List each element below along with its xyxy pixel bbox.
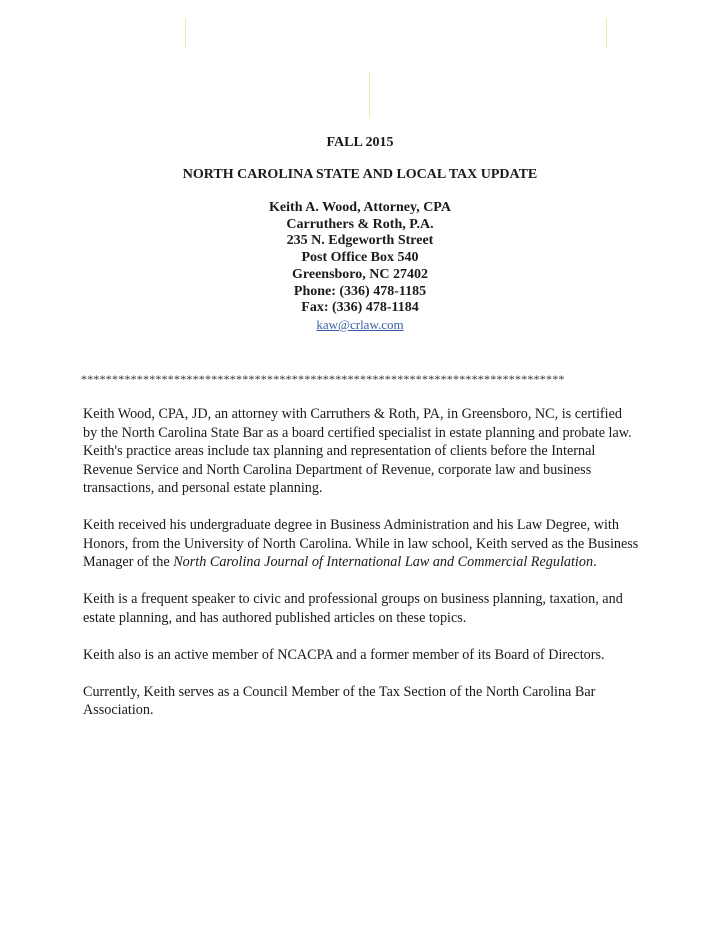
scan-artifact xyxy=(606,18,607,48)
bio-p2-end: . xyxy=(593,554,597,570)
contact-name: Keith A. Wood, Attorney, CPA xyxy=(269,200,451,215)
scan-artifact xyxy=(185,18,186,48)
scan-artifact xyxy=(369,72,370,117)
contact-block xyxy=(0,200,720,335)
journal-name: North Carolina Journal of International Law and Commercial Regulation xyxy=(173,554,594,570)
contact-city: Greensboro, NC 27402 xyxy=(292,266,428,282)
contact-phone: Phone: (336) 478-1185 xyxy=(293,283,427,299)
bio-p2-text: Keith received his undergraduate degree in Business Administration and his Law Degree, with Honors, from the University of North Carolina. While in law school, Keith served as the Business Manager of the xyxy=(83,517,639,570)
bio-paragraph-2 xyxy=(83,516,639,572)
contact-street: 235 N. Edgeworth Street xyxy=(286,233,434,249)
contact-fax: Fax: (336) 478-1184 xyxy=(301,300,419,316)
season-heading: FALL 2015 xyxy=(326,135,394,150)
bio-paragraph-3: Keith is a frequent speaker to civic and professional groups on business planning, taxation, and estate planning, and has authored published articles on these topics. xyxy=(83,591,623,626)
bio-paragraph-5: Currently, Keith serves as a Council Member of the Tax Section of the North Carolina Bar Association. xyxy=(83,683,596,718)
email-link[interactable]: kaw@crlaw.com xyxy=(316,316,404,332)
contact-firm: Carruthers & Roth, P.A. xyxy=(286,216,434,232)
biography xyxy=(83,405,639,738)
document-title: NORTH CAROLINA STATE AND LOCAL TAX UPDATE xyxy=(182,167,538,182)
asterisk-divider: ****************************************************************************** xyxy=(81,372,565,386)
bio-paragraph-1: Keith Wood, CPA, JD, an attorney with Carruthers & Roth, PA, in Greensboro, NC, is certified by the North Carolina State Bar as a board certified specialist in estate planning and probate law. Keith's practice areas include tax planning and representation of clients before the Internal Revenue Service and North Carolina Department of Revenue, corporate law and business transactions, and personal estate planning. xyxy=(83,406,632,496)
bio-paragraph-4: Keith also is an active member of NCACPA and a former member of its Board of Directors. xyxy=(83,646,605,663)
contact-po-box: Post Office Box 540 xyxy=(301,250,419,266)
